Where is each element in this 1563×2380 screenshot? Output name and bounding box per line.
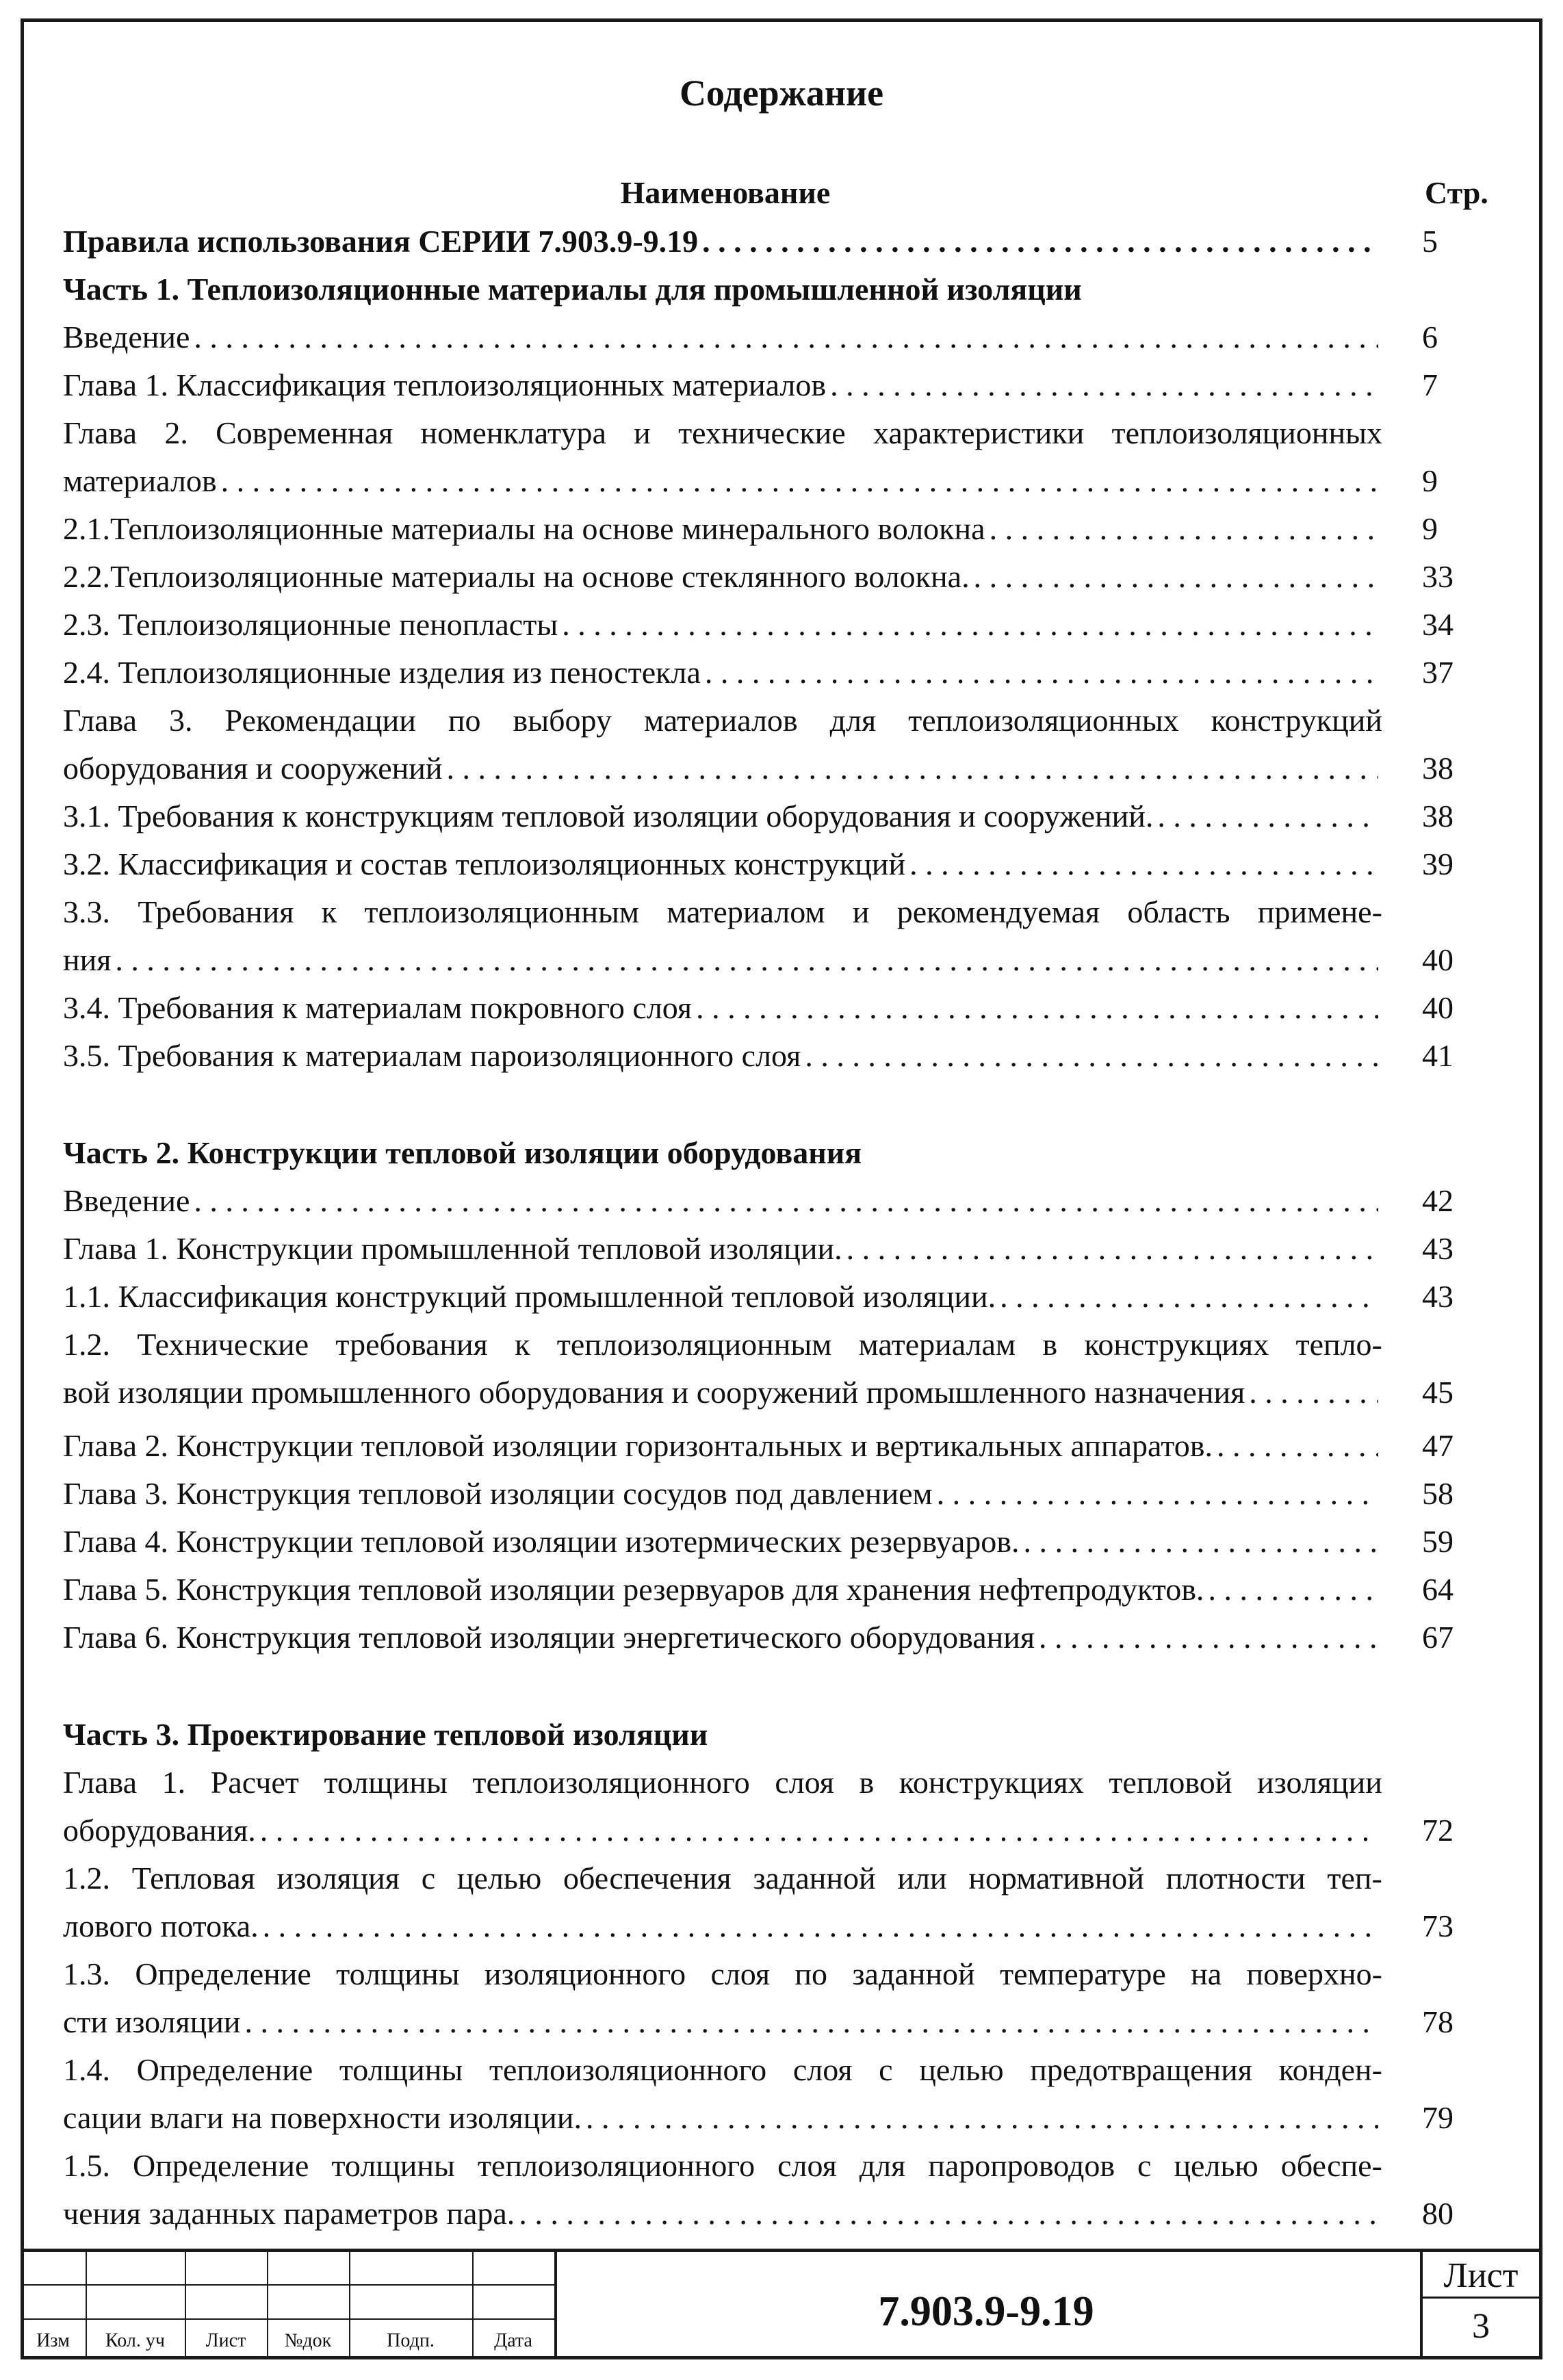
sheet-number: 3 [1472, 2307, 1490, 2346]
toc-entry [63, 888, 1382, 984]
toc-word: целью [919, 2052, 1004, 2087]
toc-entry-line [63, 792, 1382, 840]
toc-entry [63, 1470, 1382, 1518]
toc-entry [63, 1614, 1382, 1661]
toc-word: или [897, 1861, 947, 1896]
toc-page-number: 38 [1422, 799, 1454, 833]
dot-leader [447, 745, 1379, 792]
dot-leader [1157, 792, 1378, 840]
stamp-rule [21, 2284, 554, 2286]
toc-page-number: 9 [1422, 463, 1438, 498]
toc-word: к [515, 1327, 530, 1362]
toc-entry-line [63, 1422, 1382, 1470]
toc-word: Технические [137, 1327, 309, 1362]
stamp-column-label: Изм [36, 2330, 70, 2351]
dot-leader [519, 2190, 1378, 2238]
toc-word: 2. [164, 415, 188, 450]
toc-entry-line [63, 1759, 1382, 1807]
toc-word: Определение [132, 2148, 309, 2183]
toc-word: Рекомендации [224, 703, 416, 738]
toc-entry [63, 840, 1382, 888]
toc-entry [63, 649, 1382, 697]
dot-leader [909, 840, 1378, 888]
toc-entry-text: 3.5. Требования к материалам пароизоляционного слоя [63, 1038, 801, 1073]
toc-word: изоляционного [484, 1956, 686, 1991]
toc-entry-line [63, 266, 1382, 313]
toc-word: характеристики [873, 415, 1085, 450]
toc-page-number: 5 [1422, 224, 1438, 259]
toc-entry-line [63, 1950, 1382, 1998]
toc-entry [63, 1854, 1382, 1950]
toc-page-number: 45 [1422, 1375, 1454, 1410]
toc-word: теплоизоляционного [489, 2052, 767, 2087]
toc-word: заданной [753, 1861, 876, 1896]
toc-word: Глава [63, 415, 138, 450]
toc-entry-line [63, 1032, 1382, 1080]
dot-leader [974, 553, 1378, 601]
toc-word: конструкций [1211, 703, 1382, 738]
dot-leader [990, 505, 1378, 553]
toc-word: 1. [162, 1765, 186, 1800]
dot-leader [1039, 1614, 1378, 1661]
dot-leader [696, 984, 1378, 1032]
toc-entry [63, 266, 1382, 313]
toc-page-number: 40 [1422, 942, 1454, 977]
toc-word: 3. [169, 703, 193, 738]
toc-entry-text: Глава 1. Конструкции промышленной тепловой изоляции. [63, 1231, 842, 1266]
toc-word: номенклатура [420, 415, 606, 450]
stamp-rule [1420, 2297, 1542, 2299]
dot-leader [1208, 1566, 1378, 1614]
dot-leader [705, 649, 1378, 697]
toc-entry-line [63, 1470, 1382, 1518]
toc-entry-text: сти изоляции [63, 2004, 241, 2039]
toc-word: Современная [216, 415, 393, 450]
toc-entry-line [63, 840, 1382, 888]
toc-entry [63, 1032, 1382, 1080]
toc-entry-line [63, 1518, 1382, 1566]
toc-word: конден- [1278, 2052, 1382, 2087]
toc-word: 3.3. [63, 894, 110, 929]
toc-entry-line [63, 697, 1382, 745]
toc-page-number: 37 [1422, 655, 1454, 690]
toc-word: теп- [1327, 1861, 1382, 1896]
dot-leader [260, 1807, 1378, 1854]
toc-entry-text: вой изоляции промышленного оборудования и сооружений промышленного назначения [63, 1375, 1245, 1410]
toc-word: Тепловая [131, 1861, 255, 1896]
toc-word: с [1137, 2148, 1152, 2183]
dot-leader [245, 1998, 1378, 2046]
toc-entry-text: чения заданных параметров пара. [63, 2196, 515, 2231]
toc-entry [63, 1518, 1382, 1566]
column-header-name: Наименование [620, 175, 831, 210]
toc-page-number: 43 [1422, 1231, 1454, 1266]
toc-entry-text: Глава 5. Конструкция тепловой изоляции резервуаров для хранения нефтепродуктов. [63, 1572, 1204, 1607]
toc-word: предотвращения [1030, 2052, 1252, 2087]
toc-entry-text: Глава 4. Конструкции тепловой изоляции изотермических резервуаров. [63, 1524, 1020, 1559]
toc-entry [63, 313, 1382, 361]
toc-word: примене- [1257, 894, 1382, 929]
toc-word: к [321, 894, 337, 929]
toc-word: с [879, 2052, 893, 2087]
toc-entry-text: Введение [63, 320, 190, 354]
toc-entry-line [63, 649, 1382, 697]
toc-word: выбору [513, 703, 612, 738]
toc-word: целью [1174, 2148, 1258, 2183]
sheet-label: Лист [1443, 2256, 1519, 2295]
toc-word: Определение [136, 2052, 313, 2087]
toc-page-number: 59 [1422, 1524, 1454, 1559]
toc-word: слоя [777, 2148, 837, 2183]
toc-entry-text: Глава 2. Конструкции тепловой изоляции горизонтальных и вертикальных аппаратов. [63, 1428, 1213, 1463]
toc-entry-text: 2.1.Теплоизоляционные материалы на основе минерального волокна [63, 511, 985, 546]
toc-entry-text: 3.2. Классификация и состав теплоизоляционных конструкций [63, 846, 906, 881]
toc-entry-line [63, 553, 1382, 601]
toc-entry [63, 697, 1382, 792]
toc-page-number: 40 [1422, 990, 1454, 1025]
dot-leader [1249, 1369, 1378, 1417]
toc-entry [63, 1129, 1382, 1177]
toc-entry-text: материалов [63, 463, 217, 498]
toc-page-number: 78 [1422, 2004, 1454, 2039]
toc-entry-text: сации влаги на поверхности изоляции. [63, 2100, 582, 2135]
dot-leader [586, 2094, 1378, 2142]
toc-page-number: 67 [1422, 1620, 1454, 1655]
toc-word: теплоизоляционным [364, 894, 639, 929]
toc-word: и [852, 894, 870, 929]
toc-entry-text: ния [63, 942, 112, 977]
toc-page-number: 41 [1422, 1038, 1454, 1073]
toc-word: для [829, 703, 877, 738]
toc-entry [63, 1321, 1382, 1417]
toc-word: теплоизоляционным [556, 1327, 832, 1362]
toc-entry-line [63, 2094, 1382, 2142]
toc-entry-line [63, 218, 1382, 266]
toc-entry [63, 505, 1382, 553]
toc-entry-text: Глава 6. Конструкция тепловой изоляции энергетического оборудования [63, 1620, 1035, 1655]
toc-word: 1.3. [63, 1956, 110, 1991]
dot-leader [1217, 1422, 1378, 1470]
toc-page-number: 34 [1422, 607, 1454, 642]
toc-page-number: 7 [1422, 367, 1438, 402]
toc-word: изоляции [1257, 1765, 1382, 1800]
toc-entry-line [63, 1369, 1382, 1417]
toc-page-number: 6 [1422, 320, 1438, 354]
toc-entry [63, 1759, 1382, 1854]
toc-entry [63, 409, 1382, 505]
dot-leader [937, 1470, 1378, 1518]
toc-entry-line [63, 1854, 1382, 1902]
toc-word: с [421, 1861, 436, 1896]
toc-word: Требования [138, 894, 294, 929]
toc-entry-line [63, 1129, 1382, 1177]
toc-entry-line [63, 1902, 1382, 1950]
toc-word: 1.2. [63, 1861, 110, 1896]
toc-word: слоя [792, 2052, 853, 2087]
dot-leader [830, 361, 1378, 409]
toc-page-number: 80 [1422, 2196, 1454, 2231]
toc-entry-text: Введение [63, 1183, 190, 1218]
toc-word: слоя [710, 1956, 771, 1991]
stamp-rule [21, 2318, 554, 2320]
toc-word: требования [335, 1327, 488, 1362]
toc-page-number: 38 [1422, 751, 1454, 786]
toc-page-number: 39 [1422, 846, 1454, 881]
toc-word: толщины [331, 2148, 455, 2183]
toc-entry-line [63, 1566, 1382, 1614]
toc-entry-line [63, 1273, 1382, 1321]
toc-word: тепловой [1109, 1765, 1232, 1800]
toc-entry-line [63, 1614, 1382, 1661]
toc-word: толщины [324, 1765, 448, 1800]
dot-leader [1024, 1518, 1379, 1566]
toc-word: обеспечения [563, 1861, 732, 1896]
toc-entry-text: Часть 1. Теплоизоляционные материалы для промышленной изоляции [63, 272, 1082, 307]
toc-entry-line [63, 888, 1382, 936]
toc-entry-text: Правила использования СЕРИИ 7.903.9-9.19 [63, 224, 699, 259]
toc-word: слоя [775, 1765, 834, 1800]
toc-word: конструкциях [1084, 1327, 1269, 1362]
toc-word: 1.4. [63, 2052, 110, 2087]
stamp-column-label: Подп. [387, 2330, 435, 2351]
toc-entry-line [63, 361, 1382, 409]
toc-entry [63, 601, 1382, 649]
toc-page-number: 79 [1422, 2100, 1454, 2135]
toc-word: для [859, 2148, 906, 2183]
toc-entry-line [63, 313, 1382, 361]
toc-entry-line [63, 409, 1382, 457]
dot-leader [194, 313, 1378, 361]
toc-entry-line [63, 984, 1382, 1032]
toc-entry [63, 218, 1382, 266]
toc-entry-text: 2.4. Теплоизоляционные изделия из пеностекла [63, 655, 701, 690]
toc-entry-line [63, 1998, 1382, 2046]
toc-entry-line [63, 1711, 1382, 1759]
toc-entry [63, 2046, 1382, 2142]
toc-word: конструкциях [899, 1765, 1084, 1800]
toc-page-number: 64 [1422, 1572, 1454, 1607]
toc-entry-text: Часть 3. Проектирование тепловой изоляции [63, 1717, 708, 1752]
toc-entry [63, 1950, 1382, 2046]
dot-leader [221, 457, 1378, 505]
toc-word: в [1042, 1327, 1058, 1362]
toc-entry [63, 361, 1382, 409]
toc-word: на [1191, 1956, 1222, 1991]
toc-word: по [448, 703, 481, 738]
toc-word: материалам [858, 1327, 1016, 1362]
toc-entry-line [63, 2142, 1382, 2190]
toc-page-number: 58 [1422, 1476, 1454, 1511]
dot-leader [805, 1032, 1378, 1080]
toc-word: заданной [852, 1956, 975, 1991]
toc-word: теплоизоляционных [1111, 415, 1382, 450]
toc-entry-line [63, 2190, 1382, 2238]
toc-word: Определение [135, 1956, 311, 1991]
toc-word: тепло- [1295, 1327, 1382, 1362]
stamp-rule [21, 2249, 1542, 2252]
toc-entry [63, 1566, 1382, 1614]
stamp-column-label: Лист [205, 2330, 246, 2351]
toc-entry [63, 1422, 1382, 1470]
toc-page-number: 33 [1422, 559, 1454, 594]
toc-entry [63, 1273, 1382, 1321]
toc-entry-text: лового потока. [63, 1909, 259, 1943]
toc-entry [63, 553, 1382, 601]
dot-leader [115, 936, 1378, 984]
toc-entry [63, 792, 1382, 840]
toc-entry-text: оборудования и сооружений [63, 751, 443, 786]
toc-word: толщины [339, 2052, 463, 2087]
toc-word: Расчет [210, 1765, 299, 1800]
toc-entry [63, 984, 1382, 1032]
toc-entry [63, 2142, 1382, 2238]
toc-entry-text: 3.4. Требования к материалам покровного слоя [63, 990, 693, 1025]
toc-word: в [859, 1765, 875, 1800]
toc-word: теплоизоляционных [908, 703, 1179, 738]
toc-entry-line [63, 601, 1382, 649]
toc-word: 1.5. [63, 2148, 110, 2183]
toc-word: Глава [63, 1765, 138, 1800]
toc-entry-text: 1.1. Классификация конструкций промышленной тепловой изоляции. [63, 1279, 996, 1314]
dot-leader [562, 601, 1378, 649]
toc-page-number: 42 [1422, 1183, 1454, 1218]
dot-leader [702, 218, 1378, 266]
toc-word: толщины [336, 1956, 460, 1991]
toc-page-number: 9 [1422, 511, 1438, 546]
toc-word: материалов [643, 703, 798, 738]
toc-entry-line [63, 936, 1382, 984]
toc-word: теплоизоляционного [472, 1765, 750, 1800]
toc-word: технические [678, 415, 846, 450]
dot-leader [1000, 1273, 1378, 1321]
toc-word: паропроводов [928, 2148, 1115, 2183]
toc-page-number: 72 [1422, 1813, 1454, 1848]
toc-word: поверхно- [1246, 1956, 1382, 1991]
toc-word: обеспе- [1280, 2148, 1382, 2183]
toc-word: и [634, 415, 651, 450]
toc-word: нормативной [968, 1861, 1144, 1896]
toc-entry-text: Глава 3. Конструкция тепловой изоляции сосудов под давлением [63, 1476, 933, 1511]
toc-entry-line [63, 745, 1382, 792]
toc-entry-line [63, 1225, 1382, 1273]
toc-word: по [795, 1956, 828, 1991]
dot-leader [194, 1177, 1378, 1225]
toc-word: область [1127, 894, 1230, 929]
toc-page-number: 43 [1422, 1279, 1454, 1314]
toc-entry-text: 3.1. Требования к конструкциям тепловой изоляции оборудования и сооружений. [63, 799, 1154, 833]
toc-word: Глава [63, 703, 138, 738]
toc-entry-line [63, 1177, 1382, 1225]
toc-word: рекомендуемая [896, 894, 1100, 929]
toc-word: изоляция [276, 1861, 400, 1896]
stamp-column-label: №док [284, 2330, 332, 2351]
toc-word: плотности [1165, 1861, 1306, 1896]
toc-entry-line [63, 505, 1382, 553]
toc-entry [63, 1711, 1382, 1759]
toc-entry-text: Глава 1. Классификация теплоизоляционных материалов [63, 367, 827, 402]
toc-page-number: 47 [1422, 1428, 1454, 1463]
document-code: 7.903.9-9.19 [878, 2288, 1094, 2335]
toc-entry-text: Часть 2. Конструкции тепловой изоляции оборудования [63, 1135, 862, 1170]
toc-entry-text: оборудования. [63, 1813, 256, 1848]
toc-entry-line [63, 2046, 1382, 2094]
stamp-column-label: Дата [494, 2330, 532, 2351]
dot-leader [263, 1902, 1378, 1950]
toc-word: целью [456, 1861, 542, 1896]
page-title: Содержание [679, 73, 884, 114]
toc-page-number: 73 [1422, 1909, 1454, 1943]
toc-word: теплоизоляционного [477, 2148, 755, 2183]
toc-entry [63, 1225, 1382, 1273]
toc-entry [63, 1177, 1382, 1225]
toc-entry-line [63, 1321, 1382, 1369]
toc-word: материалом [667, 894, 825, 929]
dot-leader [847, 1225, 1378, 1273]
toc-entry-line [63, 1807, 1382, 1854]
toc-word: температуре [999, 1956, 1166, 1991]
toc-entry-text: 2.2.Теплоизоляционные материалы на основе стеклянного волокна. [63, 559, 970, 594]
stamp-column-label: Кол. уч [105, 2330, 165, 2351]
column-header-page: Стр. [1425, 175, 1488, 210]
toc-entry-line [63, 457, 1382, 505]
toc-entry-text: 2.3. Теплоизоляционные пенопласты [63, 607, 558, 642]
toc-word: 1.2. [63, 1327, 110, 1362]
